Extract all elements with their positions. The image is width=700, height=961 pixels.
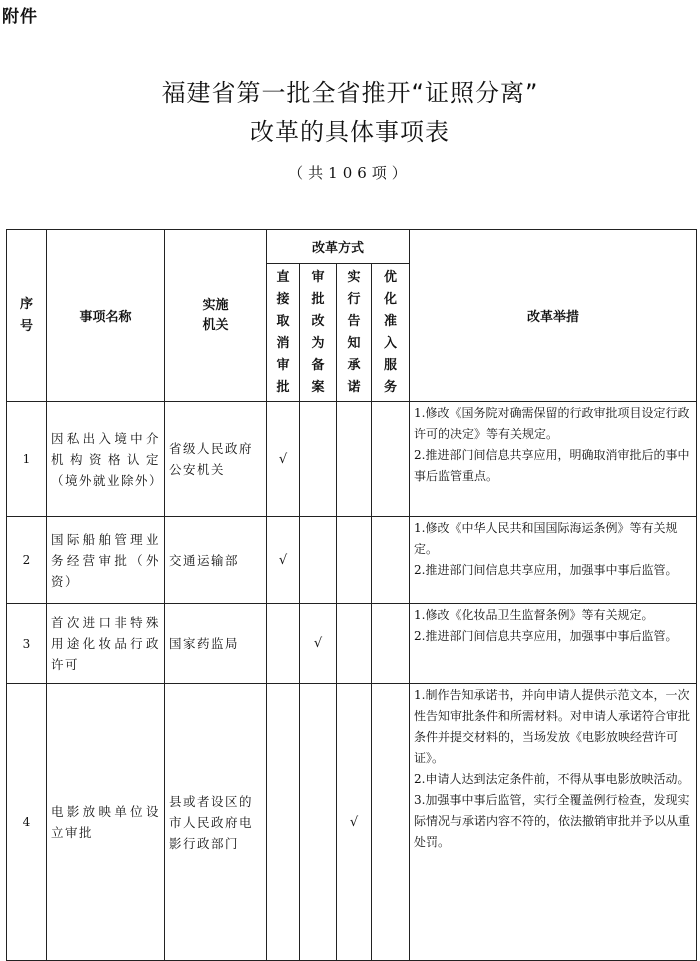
- row-measures: [410, 402, 697, 517]
- table-row: [7, 604, 697, 684]
- row-item-name: 因私出入境中介机构资格认定（境外就业除外）: [47, 402, 165, 517]
- mode-cell-cancel: [267, 604, 300, 684]
- measure-item: 3.加强事中事后监管，实行全覆盖例行检查，发现实际情况与承诺内容不符的，依法撤销审批并予以从重处罚。: [414, 793, 691, 849]
- header-measures: 改革举措: [410, 230, 697, 402]
- mode-cell-filing: [300, 517, 337, 604]
- item-count: （共106项）: [288, 164, 412, 182]
- row-authority: 交通运输部: [165, 517, 267, 604]
- row-seq: 1: [7, 402, 47, 517]
- mode-cell-optimize: [372, 517, 410, 604]
- row-measures: [410, 517, 697, 604]
- attachment-label: 附件: [2, 7, 38, 27]
- measure-item: 2.推进部门间信息共享应用，加强事中事后监管。: [414, 629, 678, 643]
- mode-cell-optimize: [372, 604, 410, 684]
- row-item-name: 首次进口非特殊用途化妆品行政许可: [47, 604, 165, 684]
- table-row: [7, 517, 697, 604]
- header-mode-cancel: 直接取消审批: [267, 264, 300, 402]
- mode-cell-optimize: [372, 684, 410, 961]
- measure-item: 2.推进部门间信息共享应用，加强事中事后监管。: [414, 563, 678, 577]
- page-title-line-2: 改革的具体事项表: [250, 118, 450, 146]
- mode-cell-cancel: [267, 684, 300, 961]
- header-mode-optimize: 优化准入服务: [372, 264, 410, 402]
- table-row: [7, 684, 697, 961]
- measure-item: 1.制作告知承诺书，并向申请人提供示范文本，一次性告知审批条件和所需材料。对申请人承诺符合审批条件并提交材料的，当场发放《电影放映经营许可证》。: [414, 688, 691, 765]
- measure-item: 1.修改《中华人民共和国国际海运条例》等有关规定。: [414, 521, 678, 556]
- measure-item: 1.修改《国务院对确需保留的行政审批项目设定行政许可的决定》等有关规定。: [414, 406, 690, 441]
- row-authority: 省级人民政府公安机关: [165, 402, 267, 517]
- mode-cell-cancel: √: [267, 402, 300, 517]
- mode-cell-promise: √: [337, 684, 372, 961]
- page-title-line-1: 福建省第一批全省推开“证照分离”: [161, 79, 539, 107]
- reform-items-table: [6, 229, 697, 961]
- mode-cell-cancel: √: [267, 517, 300, 604]
- header-seq: 序号: [7, 230, 47, 402]
- measure-item: 2.申请人达到法定条件前，不得从事电影放映活动。: [414, 772, 690, 786]
- header-mode-filing: 审批改为备案: [300, 264, 337, 402]
- mode-cell-filing: [300, 402, 337, 517]
- row-seq: 2: [7, 517, 47, 604]
- header-authority: 实施机关: [165, 230, 267, 402]
- mode-cell-filing: [300, 684, 337, 961]
- table-row: [7, 402, 697, 517]
- measure-item: 1.修改《化妆品卫生监督条例》等有关规定。: [414, 608, 654, 622]
- mode-cell-promise: [337, 402, 372, 517]
- row-measures: [410, 684, 697, 961]
- header-reform-mode: 改革方式: [267, 230, 410, 264]
- row-authority: 国家药监局: [165, 604, 267, 684]
- row-authority: 县或者设区的市人民政府电影行政部门: [165, 684, 267, 961]
- row-seq: 4: [7, 684, 47, 961]
- row-item-name: 电影放映单位设立审批: [47, 684, 165, 961]
- mode-cell-promise: [337, 517, 372, 604]
- header-name: 事项名称: [47, 230, 165, 402]
- row-item-name: 国际船舶管理业务经营审批（外资）: [47, 517, 165, 604]
- row-seq: 3: [7, 604, 47, 684]
- measure-item: 2.推进部门间信息共享应用，明确取消审批后的事中事后监管重点。: [414, 448, 690, 483]
- header-mode-promise: 实行告知承诺: [337, 264, 372, 402]
- row-measures: [410, 604, 697, 684]
- mode-cell-promise: [337, 604, 372, 684]
- mode-cell-optimize: [372, 402, 410, 517]
- mode-cell-filing: √: [300, 604, 337, 684]
